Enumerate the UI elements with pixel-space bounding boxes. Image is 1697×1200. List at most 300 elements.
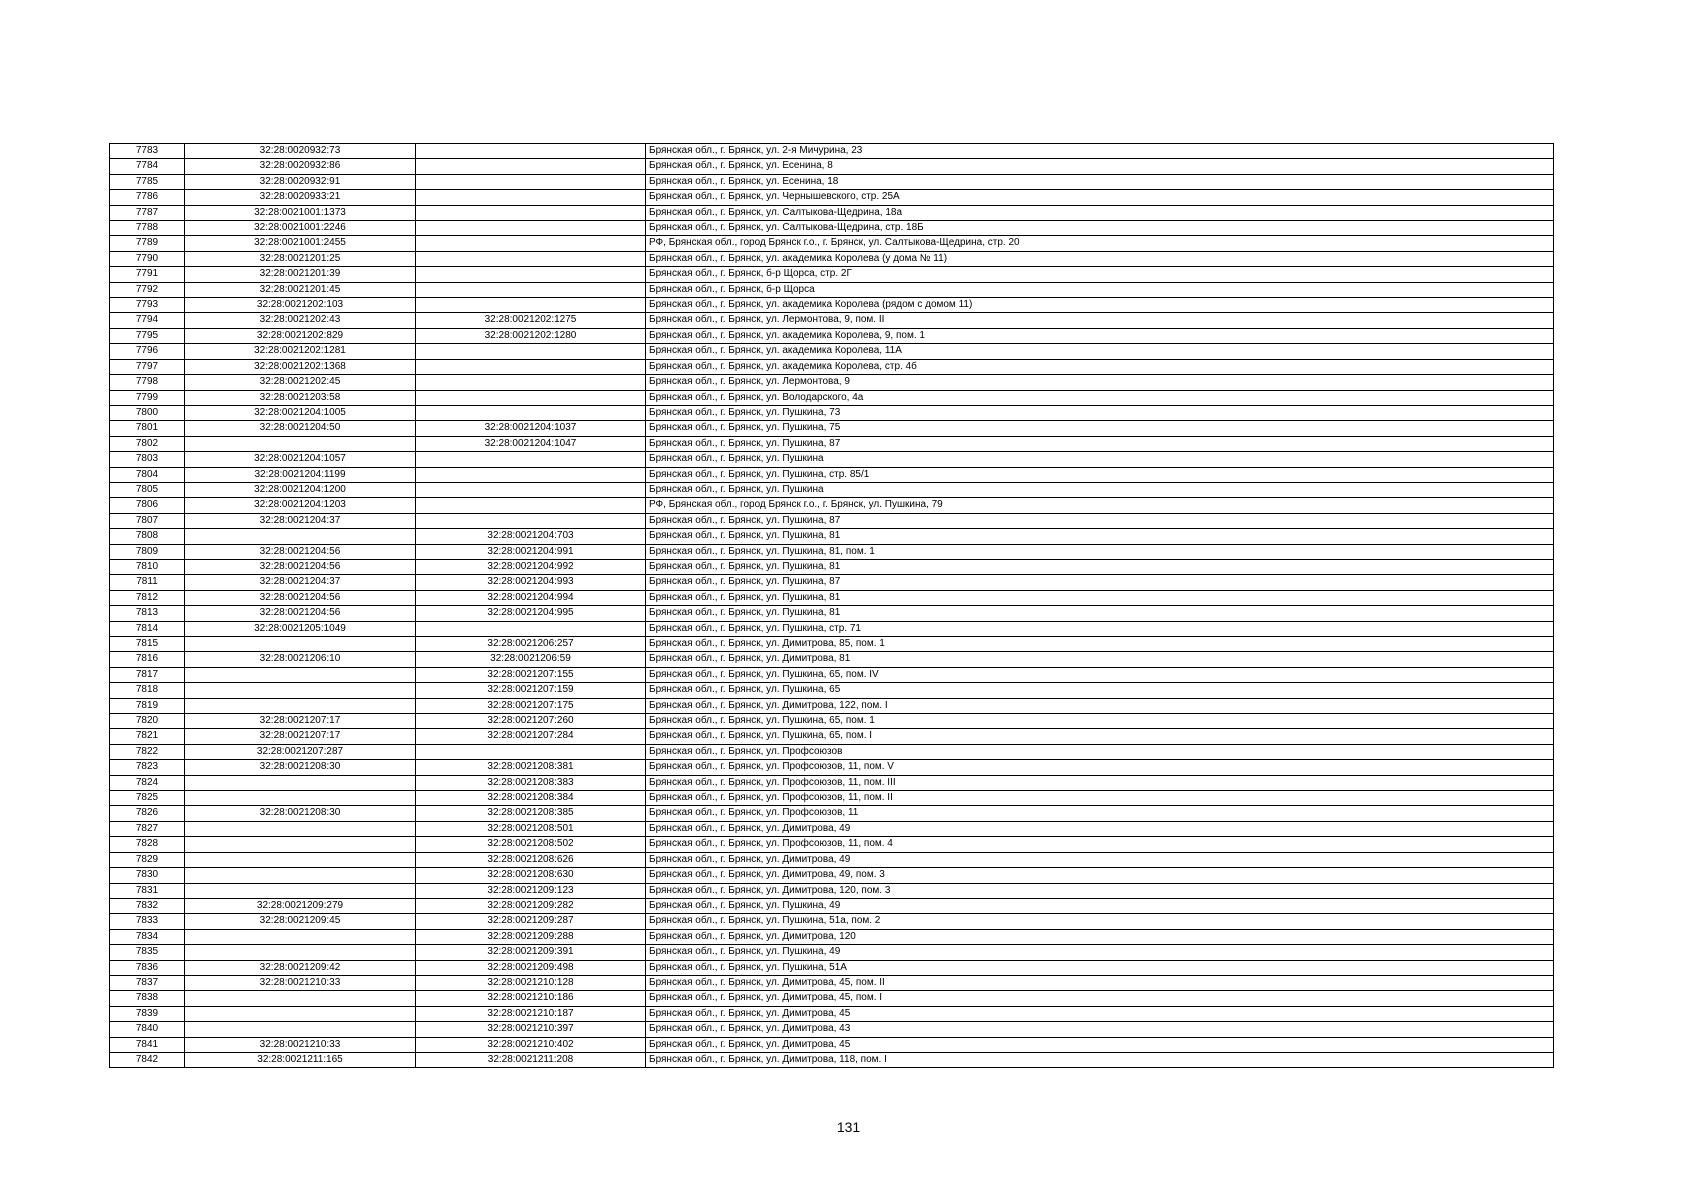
address-cell: Брянская обл., г. Брянск, ул. Пушкина, 81 xyxy=(646,529,1554,544)
cadastral-number-cell: 32:28:0021204:37 xyxy=(185,513,416,528)
row-number-cell: 7784 xyxy=(110,159,185,174)
linked-cadastral-number-cell: 32:28:0021208:626 xyxy=(416,852,646,867)
table-row xyxy=(110,144,1554,159)
linked-cadastral-number-cell xyxy=(416,221,646,236)
table-row xyxy=(110,436,1554,451)
row-number-cell: 7838 xyxy=(110,991,185,1006)
row-number-cell: 7811 xyxy=(110,575,185,590)
address-cell: Брянская обл., г. Брянск, ул. Есенина, 8 xyxy=(646,159,1554,174)
table-row xyxy=(110,498,1554,513)
table-row xyxy=(110,359,1554,374)
linked-cadastral-number-cell: 32:28:0021206:257 xyxy=(416,637,646,652)
linked-cadastral-number-cell xyxy=(416,190,646,205)
table-row xyxy=(110,929,1554,944)
address-cell: Брянская обл., г. Брянск, ул. Димитрова, 49 xyxy=(646,821,1554,836)
address-cell: Брянская обл., г. Брянск, ул. Пушкина, 65, пом. 1 xyxy=(646,714,1554,729)
cadastral-number-cell: 32:28:0021210:33 xyxy=(185,975,416,990)
cadastral-number-cell: 32:28:0021204:56 xyxy=(185,606,416,621)
table-row xyxy=(110,821,1554,836)
address-cell: Брянская обл., г. Брянск, ул. Профсоюзов, 11, пом. 4 xyxy=(646,837,1554,852)
row-number-cell: 7821 xyxy=(110,729,185,744)
address-cell: Брянская обл., г. Брянск, ул. Профсоюзов, 11, пом. II xyxy=(646,791,1554,806)
cadastral-number-cell: 32:28:0020932:73 xyxy=(185,144,416,159)
cadastral-number-cell xyxy=(185,883,416,898)
linked-cadastral-number-cell xyxy=(416,498,646,513)
address-cell: Брянская обл., г. Брянск, ул. Лермонтова, 9 xyxy=(646,375,1554,390)
table-row xyxy=(110,482,1554,497)
cadastral-number-cell xyxy=(185,637,416,652)
cadastral-number-cell: 32:28:0021202:1281 xyxy=(185,344,416,359)
address-cell: Брянская обл., г. Брянск, ул. Есенина, 18 xyxy=(646,174,1554,189)
table-row xyxy=(110,729,1554,744)
linked-cadastral-number-cell xyxy=(416,467,646,482)
address-cell: Брянская обл., г. Брянск, ул. Пушкина, стр. 71 xyxy=(646,621,1554,636)
address-cell: Брянская обл., г. Брянск, ул. Пушкина, 65, пом. I xyxy=(646,729,1554,744)
address-cell: Брянская обл., г. Брянск, ул. Лермонтова, 9, пом. II xyxy=(646,313,1554,328)
cadastral-number-cell xyxy=(185,1022,416,1037)
cadastral-number-cell: 32:28:0021204:37 xyxy=(185,575,416,590)
table-row xyxy=(110,791,1554,806)
row-number-cell: 7824 xyxy=(110,775,185,790)
linked-cadastral-number-cell xyxy=(416,482,646,497)
linked-cadastral-number-cell xyxy=(416,344,646,359)
linked-cadastral-number-cell xyxy=(416,405,646,420)
linked-cadastral-number-cell: 32:28:0021208:381 xyxy=(416,760,646,775)
cadastral-number-cell: 32:28:0021207:287 xyxy=(185,744,416,759)
linked-cadastral-number-cell xyxy=(416,513,646,528)
linked-cadastral-number-cell xyxy=(416,282,646,297)
cadastral-number-cell: 32:28:0021204:1200 xyxy=(185,482,416,497)
row-number-cell: 7828 xyxy=(110,837,185,852)
row-number-cell: 7793 xyxy=(110,298,185,313)
row-number-cell: 7794 xyxy=(110,313,185,328)
linked-cadastral-number-cell: 32:28:0021209:498 xyxy=(416,960,646,975)
table-row xyxy=(110,159,1554,174)
address-cell: Брянская обл., г. Брянск, ул. Пушкина, 65, пом. IV xyxy=(646,667,1554,682)
table-row xyxy=(110,1037,1554,1052)
table-row xyxy=(110,1052,1554,1067)
table-row xyxy=(110,806,1554,821)
table-row xyxy=(110,421,1554,436)
page-number: 131 xyxy=(836,1119,861,1135)
address-cell: Брянская обл., г. Брянск, ул. Пушкина, 81 xyxy=(646,606,1554,621)
address-cell: Брянская обл., г. Брянск, ул. Димитрова, 85, пом. 1 xyxy=(646,637,1554,652)
table-row xyxy=(110,375,1554,390)
address-cell: Брянская обл., г. Брянск, ул. Профсоюзов xyxy=(646,744,1554,759)
cadastral-number-cell: 32:28:0021001:2455 xyxy=(185,236,416,251)
row-number-cell: 7808 xyxy=(110,529,185,544)
cadastral-number-cell: 32:28:0021204:1199 xyxy=(185,467,416,482)
table-row xyxy=(110,914,1554,929)
cadastral-number-cell: 32:28:0021209:279 xyxy=(185,898,416,913)
address-cell: Брянская обл., г. Брянск, ул. Димитрова, 49 xyxy=(646,852,1554,867)
address-cell: Брянская обл., г. Брянск, ул. Пушкина, 51А xyxy=(646,960,1554,975)
cadastral-number-cell: 32:28:0021208:30 xyxy=(185,760,416,775)
row-number-cell: 7798 xyxy=(110,375,185,390)
row-number-cell: 7800 xyxy=(110,405,185,420)
table-row xyxy=(110,744,1554,759)
address-cell: Брянская обл., г. Брянск, ул. Димитрова, 122, пом. I xyxy=(646,698,1554,713)
cadastral-number-cell xyxy=(185,775,416,790)
cadastral-number-cell: 32:28:0021207:17 xyxy=(185,729,416,744)
address-cell: Брянская обл., г. Брянск, ул. Профсоюзов, 11, пом. III xyxy=(646,775,1554,790)
row-number-cell: 7805 xyxy=(110,482,185,497)
linked-cadastral-number-cell: 32:28:0021209:123 xyxy=(416,883,646,898)
table-row xyxy=(110,251,1554,266)
cadastral-number-cell xyxy=(185,667,416,682)
linked-cadastral-number-cell xyxy=(416,236,646,251)
cadastral-number-cell: 32:28:0021210:33 xyxy=(185,1037,416,1052)
linked-cadastral-number-cell xyxy=(416,144,646,159)
linked-cadastral-number-cell: 32:28:0021210:187 xyxy=(416,1006,646,1021)
row-number-cell: 7830 xyxy=(110,868,185,883)
cadastral-number-cell: 32:28:0021204:50 xyxy=(185,421,416,436)
linked-cadastral-number-cell: 32:28:0021202:1280 xyxy=(416,328,646,343)
cadastral-number-cell: 32:28:0021201:45 xyxy=(185,282,416,297)
row-number-cell: 7842 xyxy=(110,1052,185,1067)
cadastral-number-cell: 32:28:0021001:2246 xyxy=(185,221,416,236)
cadastral-number-cell xyxy=(185,436,416,451)
table-row xyxy=(110,405,1554,420)
row-number-cell: 7783 xyxy=(110,144,185,159)
table-row xyxy=(110,1022,1554,1037)
address-cell: Брянская обл., г. Брянск, ул. Пушкина, 87 xyxy=(646,436,1554,451)
address-cell: Брянская обл., г. Брянск, ул. Димитрова, 45, пом. II xyxy=(646,975,1554,990)
table-row xyxy=(110,205,1554,220)
cadastral-number-cell xyxy=(185,929,416,944)
linked-cadastral-number-cell: 32:28:0021209:282 xyxy=(416,898,646,913)
cadastral-number-cell: 32:28:0021201:25 xyxy=(185,251,416,266)
linked-cadastral-number-cell: 32:28:0021211:208 xyxy=(416,1052,646,1067)
table-row xyxy=(110,868,1554,883)
address-cell: Брянская обл., г. Брянск, ул. Володарского, 4а xyxy=(646,390,1554,405)
table-row xyxy=(110,652,1554,667)
address-cell: Брянская обл., г. Брянск, ул. Профсоюзов, 11, пом. V xyxy=(646,760,1554,775)
cadastral-number-cell: 32:28:0021202:45 xyxy=(185,375,416,390)
table-row xyxy=(110,174,1554,189)
linked-cadastral-number-cell xyxy=(416,390,646,405)
address-cell: Брянская обл., г. Брянск, б-р Щорса, стр. 2Г xyxy=(646,267,1554,282)
row-number-cell: 7802 xyxy=(110,436,185,451)
row-number-cell: 7836 xyxy=(110,960,185,975)
row-number-cell: 7833 xyxy=(110,914,185,929)
row-number-cell: 7818 xyxy=(110,683,185,698)
cadastral-number-cell: 32:28:0021204:56 xyxy=(185,544,416,559)
registry-table-body xyxy=(110,144,1554,1068)
cadastral-number-cell xyxy=(185,991,416,1006)
row-number-cell: 7809 xyxy=(110,544,185,559)
cadastral-number-cell xyxy=(185,821,416,836)
row-number-cell: 7797 xyxy=(110,359,185,374)
linked-cadastral-number-cell: 32:28:0021204:1047 xyxy=(416,436,646,451)
cadastral-number-cell: 32:28:0020932:91 xyxy=(185,174,416,189)
row-number-cell: 7789 xyxy=(110,236,185,251)
address-cell: РФ, Брянская обл., город Брянск г.о., г. Брянск, ул. Пушкина, 79 xyxy=(646,498,1554,513)
cadastral-number-cell xyxy=(185,1006,416,1021)
linked-cadastral-number-cell: 32:28:0021207:284 xyxy=(416,729,646,744)
row-number-cell: 7841 xyxy=(110,1037,185,1052)
row-number-cell: 7786 xyxy=(110,190,185,205)
registry-table xyxy=(109,143,1554,1068)
row-number-cell: 7820 xyxy=(110,714,185,729)
row-number-cell: 7795 xyxy=(110,328,185,343)
linked-cadastral-number-cell: 32:28:0021204:991 xyxy=(416,544,646,559)
cadastral-number-cell xyxy=(185,837,416,852)
linked-cadastral-number-cell: 32:28:0021210:128 xyxy=(416,975,646,990)
cadastral-number-cell: 32:28:0021204:1203 xyxy=(185,498,416,513)
cadastral-number-cell: 32:28:0021204:1005 xyxy=(185,405,416,420)
linked-cadastral-number-cell: 32:28:0021210:402 xyxy=(416,1037,646,1052)
linked-cadastral-number-cell xyxy=(416,744,646,759)
row-number-cell: 7825 xyxy=(110,791,185,806)
cadastral-number-cell xyxy=(185,683,416,698)
address-cell: Брянская обл., г. Брянск, ул. Димитрова, 45 xyxy=(646,1037,1554,1052)
cadastral-number-cell: 32:28:0021201:39 xyxy=(185,267,416,282)
row-number-cell: 7788 xyxy=(110,221,185,236)
cadastral-number-cell: 32:28:0021001:1373 xyxy=(185,205,416,220)
table-row xyxy=(110,1006,1554,1021)
table-row xyxy=(110,621,1554,636)
address-cell: Брянская обл., г. Брянск, ул. Пушкина, стр. 85/1 xyxy=(646,467,1554,482)
table-row xyxy=(110,221,1554,236)
table-row xyxy=(110,960,1554,975)
address-cell: Брянская обл., г. Брянск, ул. Пушкина, 65 xyxy=(646,683,1554,698)
table-row xyxy=(110,714,1554,729)
cadastral-number-cell: 32:28:0021209:42 xyxy=(185,960,416,975)
table-row xyxy=(110,760,1554,775)
address-cell: Брянская обл., г. Брянск, ул. академика Королева, стр. 4б xyxy=(646,359,1554,374)
linked-cadastral-number-cell: 32:28:0021208:630 xyxy=(416,868,646,883)
row-number-cell: 7785 xyxy=(110,174,185,189)
table-row xyxy=(110,575,1554,590)
row-number-cell: 7796 xyxy=(110,344,185,359)
linked-cadastral-number-cell xyxy=(416,621,646,636)
address-cell: Брянская обл., г. Брянск, ул. Чернышевского, стр. 25А xyxy=(646,190,1554,205)
cadastral-number-cell: 32:28:0020932:86 xyxy=(185,159,416,174)
linked-cadastral-number-cell: 32:28:0021208:385 xyxy=(416,806,646,821)
linked-cadastral-number-cell: 32:28:0021202:1275 xyxy=(416,313,646,328)
address-cell: Брянская обл., г. Брянск, ул. Димитрова, 81 xyxy=(646,652,1554,667)
row-number-cell: 7817 xyxy=(110,667,185,682)
cadastral-number-cell: 32:28:0021204:1057 xyxy=(185,452,416,467)
table-row xyxy=(110,945,1554,960)
table-row xyxy=(110,683,1554,698)
linked-cadastral-number-cell: 32:28:0021208:384 xyxy=(416,791,646,806)
linked-cadastral-number-cell: 32:28:0021207:159 xyxy=(416,683,646,698)
address-cell: Брянская обл., г. Брянск, ул. Пушкина, 81, пом. 1 xyxy=(646,544,1554,559)
cadastral-number-cell: 32:28:0021208:30 xyxy=(185,806,416,821)
table-row xyxy=(110,236,1554,251)
cadastral-number-cell: 32:28:0020933:21 xyxy=(185,190,416,205)
linked-cadastral-number-cell: 32:28:0021204:993 xyxy=(416,575,646,590)
cadastral-number-cell: 32:28:0021203:58 xyxy=(185,390,416,405)
address-cell: РФ, Брянская обл., город Брянск г.о., г. Брянск, ул. Салтыкова-Щедрина, стр. 20 xyxy=(646,236,1554,251)
table-row xyxy=(110,667,1554,682)
address-cell: Брянская обл., г. Брянск, ул. Димитрова, 43 xyxy=(646,1022,1554,1037)
table-row xyxy=(110,328,1554,343)
table-row xyxy=(110,637,1554,652)
linked-cadastral-number-cell xyxy=(416,159,646,174)
linked-cadastral-number-cell: 32:28:0021204:992 xyxy=(416,559,646,574)
address-cell: Брянская обл., г. Брянск, ул. Пушкина, 87 xyxy=(646,513,1554,528)
cadastral-number-cell xyxy=(185,868,416,883)
table-row xyxy=(110,883,1554,898)
row-number-cell: 7799 xyxy=(110,390,185,405)
row-number-cell: 7829 xyxy=(110,852,185,867)
linked-cadastral-number-cell xyxy=(416,298,646,313)
linked-cadastral-number-cell xyxy=(416,174,646,189)
linked-cadastral-number-cell xyxy=(416,205,646,220)
linked-cadastral-number-cell xyxy=(416,375,646,390)
table-row xyxy=(110,452,1554,467)
cadastral-number-cell: 32:28:0021202:43 xyxy=(185,313,416,328)
cadastral-number-cell: 32:28:0021205:1049 xyxy=(185,621,416,636)
linked-cadastral-number-cell: 32:28:0021210:186 xyxy=(416,991,646,1006)
address-cell: Брянская обл., г. Брянск, ул. Пушкина, 81 xyxy=(646,590,1554,605)
address-cell: Брянская обл., г. Брянск, ул. Димитрова, 120, пом. 3 xyxy=(646,883,1554,898)
table-row xyxy=(110,590,1554,605)
cadastral-number-cell xyxy=(185,945,416,960)
linked-cadastral-number-cell: 32:28:0021210:397 xyxy=(416,1022,646,1037)
table-row xyxy=(110,606,1554,621)
address-cell: Брянская обл., г. Брянск, ул. Пушкина, 73 xyxy=(646,405,1554,420)
table-row xyxy=(110,852,1554,867)
cadastral-number-cell xyxy=(185,852,416,867)
cadastral-number-cell: 32:28:0021204:56 xyxy=(185,590,416,605)
linked-cadastral-number-cell: 32:28:0021204:1037 xyxy=(416,421,646,436)
address-cell: Брянская обл., г. Брянск, ул. Пушкина, 81 xyxy=(646,559,1554,574)
linked-cadastral-number-cell: 32:28:0021209:391 xyxy=(416,945,646,960)
cadastral-number-cell: 32:28:0021206:10 xyxy=(185,652,416,667)
table-row xyxy=(110,898,1554,913)
address-cell: Брянская обл., г. Брянск, ул. Димитрова, 45 xyxy=(646,1006,1554,1021)
row-number-cell: 7831 xyxy=(110,883,185,898)
table-row xyxy=(110,837,1554,852)
address-cell: Брянская обл., г. Брянск, ул. Пушкина, 49 xyxy=(646,898,1554,913)
address-cell: Брянская обл., г. Брянск, ул. Пушкина, 49 xyxy=(646,945,1554,960)
cadastral-number-cell: 32:28:0021202:1368 xyxy=(185,359,416,374)
cadastral-number-cell: 32:28:0021202:103 xyxy=(185,298,416,313)
row-number-cell: 7834 xyxy=(110,929,185,944)
table-row xyxy=(110,559,1554,574)
cadastral-number-cell xyxy=(185,791,416,806)
table-row xyxy=(110,513,1554,528)
row-number-cell: 7813 xyxy=(110,606,185,621)
address-cell: Брянская обл., г. Брянск, ул. академика Королева (рядом с домом 11) xyxy=(646,298,1554,313)
row-number-cell: 7801 xyxy=(110,421,185,436)
linked-cadastral-number-cell: 32:28:0021206:59 xyxy=(416,652,646,667)
address-cell: Брянская обл., г. Брянск, б-р Щорса xyxy=(646,282,1554,297)
linked-cadastral-number-cell: 32:28:0021207:260 xyxy=(416,714,646,729)
row-number-cell: 7832 xyxy=(110,898,185,913)
table-row xyxy=(110,313,1554,328)
table-row xyxy=(110,698,1554,713)
linked-cadastral-number-cell: 32:28:0021204:703 xyxy=(416,529,646,544)
row-number-cell: 7837 xyxy=(110,975,185,990)
row-number-cell: 7822 xyxy=(110,744,185,759)
address-cell: Брянская обл., г. Брянск, ул. Пушкина, 75 xyxy=(646,421,1554,436)
address-cell: Брянская обл., г. Брянск, ул. Салтыкова-Щедрина, стр. 18Б xyxy=(646,221,1554,236)
linked-cadastral-number-cell: 32:28:0021209:287 xyxy=(416,914,646,929)
row-number-cell: 7807 xyxy=(110,513,185,528)
cadastral-number-cell: 32:28:0021209:45 xyxy=(185,914,416,929)
table-row xyxy=(110,975,1554,990)
row-number-cell: 7806 xyxy=(110,498,185,513)
cadastral-number-cell: 32:28:0021202:829 xyxy=(185,328,416,343)
row-number-cell: 7839 xyxy=(110,1006,185,1021)
address-cell: Брянская обл., г. Брянск, ул. Профсоюзов, 11 xyxy=(646,806,1554,821)
row-number-cell: 7803 xyxy=(110,452,185,467)
row-number-cell: 7826 xyxy=(110,806,185,821)
row-number-cell: 7804 xyxy=(110,467,185,482)
row-number-cell: 7823 xyxy=(110,760,185,775)
row-number-cell: 7815 xyxy=(110,637,185,652)
table-row xyxy=(110,298,1554,313)
cadastral-number-cell: 32:28:0021204:56 xyxy=(185,559,416,574)
row-number-cell: 7790 xyxy=(110,251,185,266)
linked-cadastral-number-cell: 32:28:0021204:995 xyxy=(416,606,646,621)
linked-cadastral-number-cell xyxy=(416,359,646,374)
table-row xyxy=(110,775,1554,790)
linked-cadastral-number-cell: 32:28:0021207:175 xyxy=(416,698,646,713)
address-cell: Брянская обл., г. Брянск, ул. Димитрова, 49, пом. 3 xyxy=(646,868,1554,883)
linked-cadastral-number-cell: 32:28:0021208:502 xyxy=(416,837,646,852)
address-cell: Брянская обл., г. Брянск, ул. Пушкина, 51а, пом. 2 xyxy=(646,914,1554,929)
linked-cadastral-number-cell xyxy=(416,267,646,282)
linked-cadastral-number-cell: 32:28:0021204:994 xyxy=(416,590,646,605)
linked-cadastral-number-cell xyxy=(416,452,646,467)
row-number-cell: 7810 xyxy=(110,559,185,574)
row-number-cell: 7791 xyxy=(110,267,185,282)
table-row xyxy=(110,544,1554,559)
row-number-cell: 7835 xyxy=(110,945,185,960)
linked-cadastral-number-cell: 32:28:0021209:288 xyxy=(416,929,646,944)
cadastral-number-cell: 32:28:0021211:165 xyxy=(185,1052,416,1067)
row-number-cell: 7816 xyxy=(110,652,185,667)
row-number-cell: 7787 xyxy=(110,205,185,220)
table-row xyxy=(110,190,1554,205)
row-number-cell: 7819 xyxy=(110,698,185,713)
address-cell: Брянская обл., г. Брянск, ул. Димитрова, 118, пом. I xyxy=(646,1052,1554,1067)
row-number-cell: 7827 xyxy=(110,821,185,836)
address-cell: Брянская обл., г. Брянск, ул. академика Королева (у дома № 11) xyxy=(646,251,1554,266)
cadastral-number-cell xyxy=(185,698,416,713)
address-cell: Брянская обл., г. Брянск, ул. академика Королева, 9, пом. 1 xyxy=(646,328,1554,343)
address-cell: Брянская обл., г. Брянск, ул. Пушкина xyxy=(646,482,1554,497)
cadastral-number-cell: 32:28:0021207:17 xyxy=(185,714,416,729)
linked-cadastral-number-cell: 32:28:0021208:501 xyxy=(416,821,646,836)
cadastral-number-cell xyxy=(185,529,416,544)
address-cell: Брянская обл., г. Брянск, ул. академика Королева, 11А xyxy=(646,344,1554,359)
table-row xyxy=(110,344,1554,359)
linked-cadastral-number-cell xyxy=(416,251,646,266)
row-number-cell: 7792 xyxy=(110,282,185,297)
address-cell: Брянская обл., г. Брянск, ул. Пушкина xyxy=(646,452,1554,467)
table-row xyxy=(110,267,1554,282)
address-cell: Брянская обл., г. Брянск, ул. 2-я Мичурина, 23 xyxy=(646,144,1554,159)
row-number-cell: 7812 xyxy=(110,590,185,605)
linked-cadastral-number-cell: 32:28:0021207:155 xyxy=(416,667,646,682)
table-row xyxy=(110,390,1554,405)
address-cell: Брянская обл., г. Брянск, ул. Пушкина, 87 xyxy=(646,575,1554,590)
table-row xyxy=(110,529,1554,544)
address-cell: Брянская обл., г. Брянск, ул. Салтыкова-Щедрина, 18а xyxy=(646,205,1554,220)
table-row xyxy=(110,282,1554,297)
table-row xyxy=(110,467,1554,482)
linked-cadastral-number-cell: 32:28:0021208:383 xyxy=(416,775,646,790)
table-row xyxy=(110,991,1554,1006)
row-number-cell: 7814 xyxy=(110,621,185,636)
